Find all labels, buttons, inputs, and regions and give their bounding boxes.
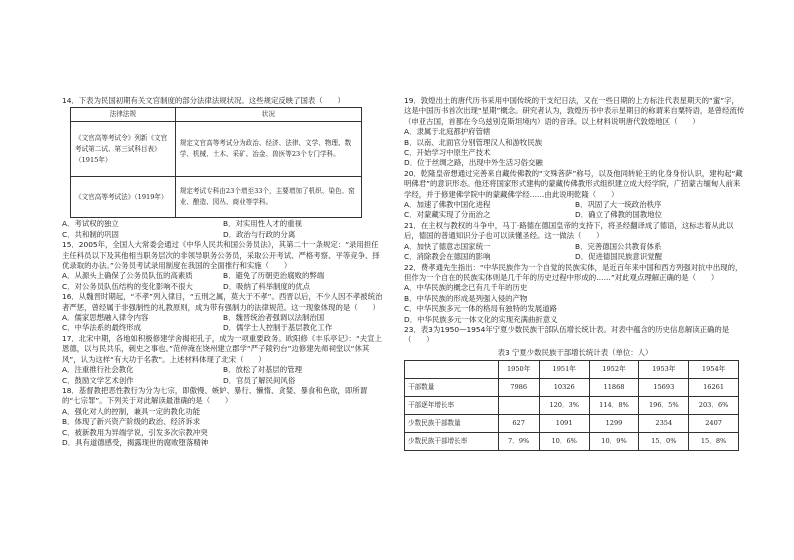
option-a[interactable]: A．中华民族的概念已有几千年的历史 — [404, 283, 528, 293]
question-21-stem: 21．在主权与教权的斗争中，马丁·路德在德国皇帝的支持下，将圣经翻译成了德语，这标志着从此以后，德国的普通知识分子也可以读懂圣经。这一做法（ ） — [404, 220, 734, 241]
question-17-stem: 17．北宋中期，各地如积极修建学舍揭祀孔子，成为一项重要政务。欧阳修《丰乐亭记》：“夫宣上恩德，以与民共乐，刺史之事也。”范仲淹在饶州建立郡学“严子陵钓台”边修建先师祠堂以“休其风”，认为这样“有大功于名教”。上述材料体现了北宋（ ） — [62, 333, 382, 364]
table-row — [405, 397, 739, 415]
option-c[interactable]: C．鼓励文学艺术创作 — [62, 375, 134, 385]
table-cell: 7．9% — [498, 433, 539, 451]
table-cell: 120．3% — [539, 397, 589, 415]
option-b[interactable]: B．中华民族的形成是列强入侵的产物 — [404, 293, 528, 303]
table-cell: 《文官高等考试法》（1919年） — [71, 177, 176, 218]
table-cell: 11868 — [589, 379, 639, 397]
table-cell: 15．0% — [639, 433, 689, 451]
table-row — [71, 122, 362, 177]
table-row — [405, 415, 739, 433]
question-16 — [62, 292, 384, 334]
question-21 — [404, 221, 746, 263]
option-b[interactable]: B．放松了对基层的管理 — [223, 365, 302, 375]
table-cell — [498, 397, 539, 415]
option-a[interactable]: A．儒家思想融入律令内容 — [62, 313, 149, 323]
option-b[interactable]: B．对实用性人才的重视 — [223, 219, 302, 229]
option-d[interactable]: D．吸纳了科举制度的优点 — [223, 281, 310, 291]
option-d[interactable]: D．中华民族多元一体文化的实现充满曲折意义 — [404, 314, 558, 324]
table-header-row — [405, 361, 739, 379]
table-header-cell: 法律法规 — [71, 108, 176, 122]
question-20-stem: 20．乾隆皇帝想通过完善来自藏传佛教的“文殊菩萨”称号，以及他同转轮王的化身身份认识，建构起“藏明佛君”的意识形态。他还将国家形式建构的蒙藏传佛教形式组织建立成大经学院，广招蒙古缅甸人前来学经，并于修建佛学院中的蒙藏佛学经……由此说明乾隆（ ） — [404, 168, 743, 199]
options-row — [62, 376, 384, 386]
option-c[interactable]: C．中华民族多元一体的格局有独特的发展道路 — [404, 304, 557, 314]
table-cell: 规定考试专科由23个增至33个，主要增加了机织、染色、窑业、酿造、园丛、商业等学科。 — [175, 177, 361, 218]
row-label: 少数民族干部增长率 — [405, 433, 499, 451]
table-header-cell: 1951年 — [539, 361, 589, 379]
table-cell: 15693 — [639, 379, 689, 397]
table-cell: 10326 — [539, 379, 589, 397]
option-d[interactable]: D．政治与行政的分离 — [223, 229, 296, 239]
row-label: 干部逐年增长率 — [405, 397, 499, 415]
table-cell: 203．6% — [689, 397, 739, 415]
options-row — [404, 242, 746, 252]
option-a[interactable]: A．从源头上确保了公务员队伍的高素质 — [62, 271, 193, 281]
table-cell: 627 — [498, 415, 539, 433]
table-cell: 1299 — [589, 415, 639, 433]
table-cell: 196．5% — [639, 397, 689, 415]
options-row — [62, 219, 384, 229]
option-d[interactable]: D．确立了佛教的国教地位 — [575, 210, 662, 220]
options-row — [62, 365, 384, 375]
option-c[interactable]: C．对蒙藏实现了分而治之 — [404, 210, 491, 220]
table-cell: 规定文官高等考试分为政治、经济、法律、文学、物理、数学、机械、土木、采矿、冶金、兽医等23个专门学科。 — [175, 122, 361, 177]
table-cell: 2354 — [639, 415, 689, 433]
question-14 — [62, 96, 384, 240]
question-18 — [62, 386, 384, 448]
table-header-cell: 1950年 — [498, 361, 539, 379]
option-a[interactable]: A．加速了佛教中国化进程 — [404, 200, 491, 210]
row-label: 干部数量 — [405, 379, 499, 397]
question-23 — [404, 325, 746, 451]
options-row — [62, 282, 384, 292]
table-row — [405, 433, 739, 451]
options-row — [404, 252, 746, 262]
right-column — [404, 96, 746, 451]
question-23-stem: 23．表3为1950—1954年宁夏少数民族干部队伍增长统计表。对表中蕴含的历史信息解读正确的是（ ） — [404, 324, 730, 345]
option-b[interactable]: B．完善德国公共教育体系 — [575, 241, 662, 251]
question-20 — [404, 169, 746, 221]
option-c[interactable]: C．消除教会在德国的影响 — [404, 252, 491, 262]
table-cell: 114．8% — [589, 397, 639, 415]
option-a[interactable]: A．注重推行社会教化 — [62, 365, 134, 375]
option-c[interactable]: C．中华法系的最终形成 — [62, 323, 142, 333]
options-row — [404, 210, 746, 220]
table-header-row — [71, 108, 362, 122]
table-header-cell: 1952年 — [589, 361, 639, 379]
question-23-table — [404, 360, 739, 451]
question-19 — [404, 96, 746, 169]
question-19-stem: 19．敦煌出土的唐代历书采用中国传统的干支纪日法，又在一些日期的上方标注代表星期天的“蜜”字，这是中国历书首次出现“星期”概念。研究者认为，敦煌历书中表示星期日的称谓来自粟特语，是曾经流传（申亚古国，首都在今乌兹别克斯坦境内）语的音译。以上材料说明唐代敦煌地区（ ） — [404, 96, 745, 126]
question-15 — [62, 240, 384, 292]
option-b[interactable]: B．避免了历朝吏治腐败的弊端 — [223, 271, 325, 281]
table-cell: 7986 — [498, 379, 539, 397]
table-cell: 1091 — [539, 415, 589, 433]
question-14-stem: 14．下表为民国初期有关文官制度的部分法律法规状况。这些规定反映了国表（ ） — [62, 96, 345, 105]
table-header-cell: 1954年 — [689, 361, 739, 379]
option-d[interactable]: D．位于丝绸之路，出现中外生活习俗交融 — [404, 158, 543, 168]
table-cell: 《文官高等考试令》列新《文官考试第二试、第三试科目表》（1915年） — [71, 122, 176, 177]
question-15-stem: 15．2005年，全国人大常委会通过《中华人民共和国公务员法》，其第二十一条规定：“录用担任主任科员以下及其他相当职务层次的非领导职务公务员，采取公开考试、严格考察、平等竞争、择优录取的办法。”公务员考试录用制度在我国的全面推行和实施（ ） — [62, 240, 380, 271]
option-c[interactable]: C．共和制的巩固 — [62, 229, 119, 239]
table-cell: 2407 — [689, 415, 739, 433]
option-a[interactable]: A．加快了德意志国家统一 — [404, 241, 491, 251]
option-d[interactable]: D．具有道德感受，揭露现世的腐败堕落精神 — [62, 437, 209, 447]
options-row — [62, 271, 384, 281]
option-c[interactable]: C．开始学习中原生产技术 — [404, 148, 491, 158]
left-column — [62, 96, 384, 448]
table-cell: 16261 — [689, 379, 739, 397]
table-header-cell — [405, 361, 499, 379]
options-row — [62, 230, 384, 240]
question-16-stem: 16．从魏晋时期起，“不孝”列入律目，“五刑之属，莫大于不孝”。西晋以后，不少人因不孝被统治者严惩，曾经属于非强制性的礼教原则，成为带有强制力的法律规范。这一现象体现的是（ ） — [62, 292, 383, 312]
table-caption: 表3 宁夏少数民族干部增长统计表（单位：人） — [497, 347, 653, 357]
option-b[interactable]: B．以南、北面官分别管理汉人和游牧民族 — [404, 137, 543, 147]
question-22 — [404, 263, 746, 325]
option-d[interactable]: D．儒学士人控制于基层教化工作 — [223, 323, 333, 333]
options-row — [404, 200, 746, 210]
question-22-stem: 22．费孝通先生指出：“中华民族作为一个自觉的民族实体，是近百年来中国和西方列强对抗中出现的，但作为一个自在的民族实体则是几千年的历史过程中形成的……”对此观点理解正确的是（ ） — [404, 262, 743, 282]
question-14-table — [70, 107, 362, 218]
option-d[interactable]: D．官员了解民间风俗 — [223, 375, 296, 385]
option-b[interactable]: B．魏晋统治者强调以法制治国 — [223, 313, 325, 323]
question-17 — [62, 334, 384, 386]
table-cell: 15．8% — [689, 433, 739, 451]
options-row — [62, 323, 384, 333]
option-d[interactable]: D．促进德国民族意识觉醒 — [575, 252, 662, 262]
option-b[interactable]: B．巩固了大一统政治秩序 — [575, 200, 662, 210]
table-row — [71, 177, 362, 218]
table-header-cell: 1953年 — [639, 361, 689, 379]
option-a[interactable]: A．强化对人的控制，兼具一定的教化功能 — [62, 406, 201, 416]
table-cell: 10．9% — [589, 433, 639, 451]
table-row — [405, 379, 739, 397]
table-header-cell: 状况 — [175, 108, 361, 122]
option-c[interactable]: C．被新教用为异端学说，引发多次宗教冲突 — [62, 427, 208, 437]
option-b[interactable]: B．体现了新兴资产阶级的政治、经济诉求 — [62, 417, 201, 427]
option-c[interactable]: C．对公务员队伍结构的变化影响不很大 — [62, 281, 193, 291]
row-label: 少数民族干部数量 — [405, 415, 499, 433]
question-18-stem: 18．基督教把恶性教行为分为七宗，即傲慢、嫉妒、暴行、懒惰、贪婪、暴食和色欲，即所谓的“七宗罪”。下列关于对此解读最准确的是（ ） — [62, 385, 368, 406]
table-cell: 10．6% — [539, 433, 589, 451]
option-a[interactable]: A．隶属于北庭都护府管辖 — [404, 127, 491, 137]
option-a[interactable]: A．考试权的独立 — [62, 219, 119, 229]
options-row — [62, 313, 384, 323]
